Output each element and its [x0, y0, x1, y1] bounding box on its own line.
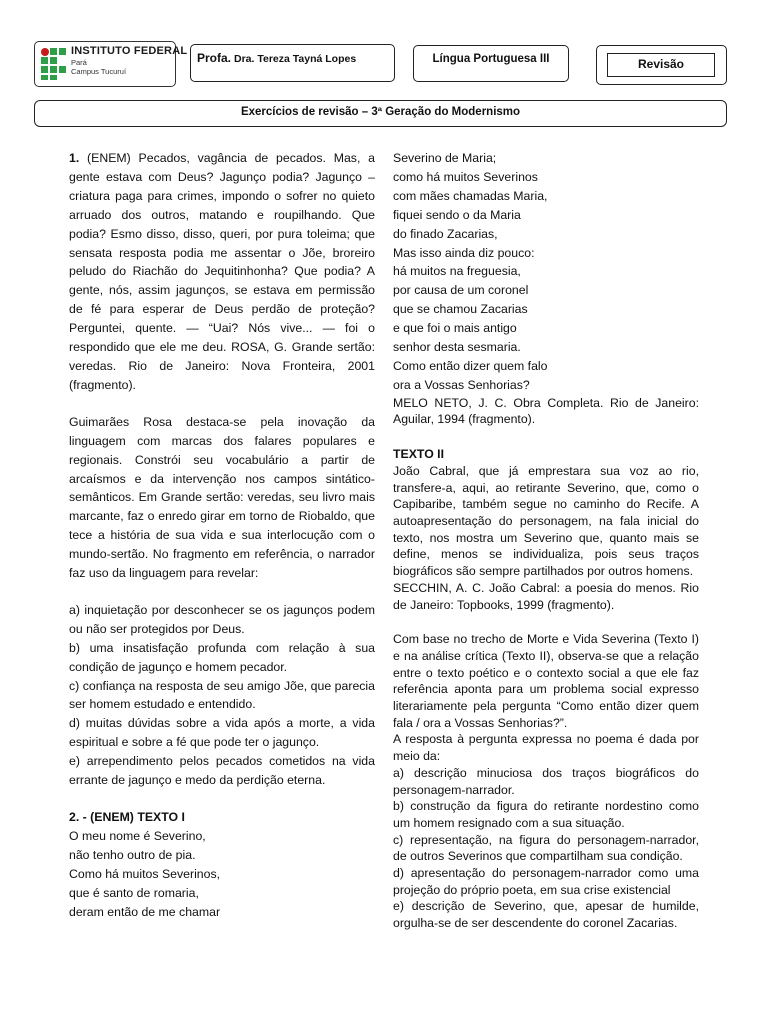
option-a: a) inquietação por desconhecer se os jagunços podem ou não ser protegidos por Deus.: [69, 602, 375, 636]
poem-line: Mas isso ainda diz pouco:: [393, 245, 535, 260]
poem-line: senhor desta sesmaria.: [393, 340, 521, 355]
right-column: [393, 149, 699, 932]
poem-line: que se chamou Zacarias: [393, 302, 528, 317]
poem-line: do finado Zacarias,: [393, 226, 498, 241]
poem-line: como há muitos Severinos: [393, 169, 538, 184]
poem-line: deram então de me chamar: [69, 904, 221, 919]
poem-line: Como há muitos Severinos,: [69, 866, 221, 881]
option-c: c) confiança na resposta de seu amigo Jõe, que parecia ser homem estudado e entendido.: [69, 678, 375, 712]
option-e: e) descrição de Severino, que, apesar de humilde, orgulha-se de ser descendente do coronel Zacarias.: [393, 899, 699, 931]
question-2-question: A resposta à pergunta expressa no poema é dada por meio da:: [393, 732, 699, 764]
option-a: a) descrição minuciosa dos traços biográficos do personagem-narrador.: [393, 765, 699, 797]
poem-line: fiquei sendo o da Maria: [393, 207, 521, 222]
institution-logo: [34, 41, 188, 87]
poem-line: Como então dizer quem falo: [393, 358, 548, 373]
poem-source: MELO NETO, J. C. Obra Completa. Rio de Janeiro: Aguilar, 1994 (fragmento).: [393, 395, 699, 427]
poem-line: Severino de Maria;: [393, 151, 497, 165]
page-title: Exercícios de revisão – 3ª Geração do Modernismo: [240, 106, 521, 118]
poem-line: há muitos na freguesia,: [393, 264, 521, 279]
text-2-heading: TEXTO II: [393, 447, 445, 462]
text-2-source: SECCHIN, A. C. João Cabral: a poesia do menos. Rio de Janeiro: Topbooks, 1999 (fragmento).: [393, 580, 699, 612]
option-c: c) representação, na figura do personagem-narrador, de outros Severinos que compartilham sua condição.: [393, 832, 699, 864]
discipline-box: [413, 45, 569, 82]
option-b: b) uma insatisfação profunda com relação à sua condição de jagunço e homem pecador.: [69, 640, 375, 674]
question-1-options: [69, 601, 375, 790]
poem-line: que é santo de romaria,: [69, 885, 199, 900]
question-1-text: 1. (ENEM) Pecados, vagância de pecados. Mas, a gente estava com Deus? Jagunço podia? Jagunço – criatura paga para crimes, impondo o sofrer no quieto arruado dos outros, matando e roupilhando. Que podia? Esmo disso, disso, queri, por pura toleima; que sensata resposta podia me assentar o Jõe, broreiro peludo do Riachão do Jequitinhonha? Que podia? A gente, nós, assim jagunços, se estava em permissão de fé para esperar de Deus perdão de proteção? Perguntei, quente. — “Uai? Nós vive... — foi o respondido que ele me deu. ROSA, G. Grande sertão: veredas. Rio de Janeiro: Nova Fronteira, 2001 (fragmento).: [69, 151, 375, 392]
logo-mark-icon: [41, 48, 67, 80]
page-title-box: [34, 100, 727, 127]
left-column: [69, 149, 375, 921]
option-d: d) muitas dúvidas sobre a vida após a morte, a vida espiritual e sobre a fé que pode ter o jagunço.: [69, 716, 375, 750]
option-b: b) construção da figura do retirante nordestino como um homem resignado com a sua situação.: [393, 799, 699, 830]
poem-line: ora a Vossas Senhorias?: [393, 377, 530, 392]
professor-name: Profa. Dra. Tereza Tayná Lopes: [197, 51, 357, 65]
discipline-name: Língua Portuguesa III: [432, 53, 550, 65]
option-e: e) arrependimento pelos pecados cometidos na vida errante de jagunço e medo da perdição eterna.: [69, 754, 375, 788]
question-2-heading: 2. - (ENEM) TEXTO I: [69, 810, 185, 824]
poem-line: O meu nome é Severino,: [69, 828, 206, 843]
question-1-commentary: Guimarães Rosa destaca-se pela inovação da linguagem com marcas dos falares populares e regionais. Constrói seu vocabulário a partir de arcaísmos e da intervenção nos campos sintático-semânticos. Em Grande sertão: veredas, seu livro mais marcante, faz o enredo girar em torno de Riobaldo, que tece a história de sua vida e sua interlocução com o mundo-sertão. No fragmento em referência, o narrador faz uso da linguagem para revelar:: [69, 414, 375, 581]
professor-box: [190, 44, 395, 82]
logo-subtitle: Pará Campus Tucuruí: [71, 58, 127, 76]
poem-line: com mães chamadas Maria,: [393, 188, 548, 203]
text-2-body: João Cabral, que já emprestara sua voz ao rio, transfere-a, aqui, ao retirante Severino, que, como o Capibaribe, também segue no caminho do Recife. A autoapresentação do personagem, na fala inicial do texto, nos mostra um Severino que, quanto mais se define, menos se individualiza, pois seus traços biográficos são sempre partilhados por outros homens.: [393, 463, 699, 579]
question-2-prompt: Com base no trecho de Morte e Vida Severina (Texto I) e na análise crítica (Texto II), observa-se que a relação entre o texto poético e o contexto social a que ele faz referência aponta para um problema social expresso literariamente pela pergunta “Como então dizer quem fala / ora a Vossas Senhorias?”.: [393, 632, 699, 730]
poem-line: não tenho outro de pia.: [69, 847, 196, 862]
doc-type-box: [596, 45, 727, 85]
poem-line: por causa de um coronel: [393, 283, 529, 298]
poem-line: e que foi o mais antigo: [393, 321, 517, 336]
logo-title: INSTITUTO FEDERAL: [71, 45, 188, 57]
doc-type-label: Revisão: [607, 53, 715, 77]
option-d: d) apresentação do personagem-narrador como uma projeção do próprio poeta, em sua crise existencial: [393, 866, 699, 897]
